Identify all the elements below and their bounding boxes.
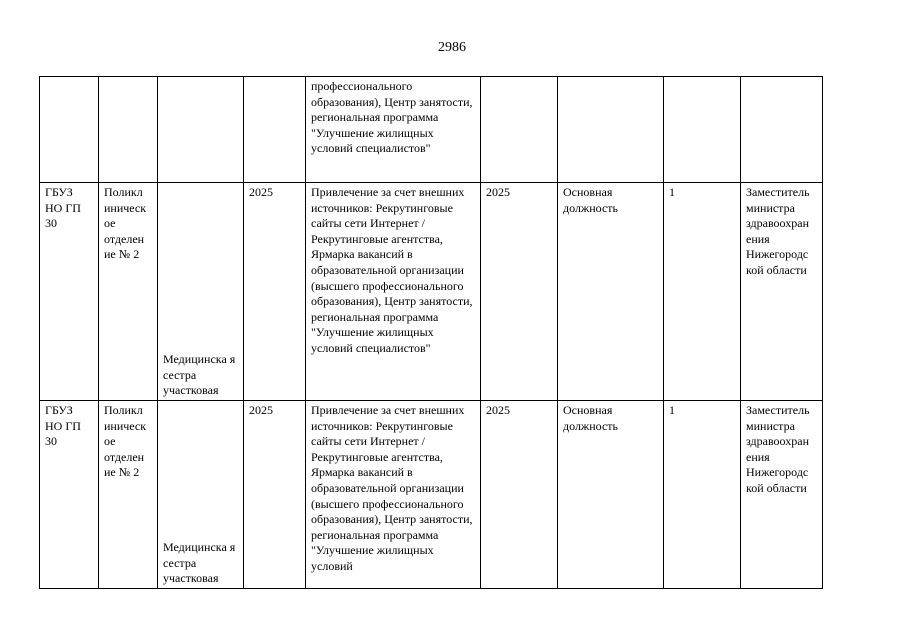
responsible-cell: Заместитель министра здравоохран ения Нижегородс кой области — [741, 401, 823, 589]
org-cell: ГБУЗ НО ГП 30 — [40, 401, 99, 589]
position-cell: Медицинска я сестра участковая — [158, 401, 244, 589]
count-cell: 1 — [664, 401, 741, 589]
position-cell: Медицинска я сестра участковая — [158, 183, 244, 401]
division-cell — [99, 77, 158, 183]
measures-cell: профессионального образования), Центр занятости, региональная программа "Улучшение жилищных условий специалистов" — [306, 77, 481, 183]
page-number: 2986 — [438, 40, 466, 55]
division-cell: Поликл иническ ое отделен ие № 2 — [99, 401, 158, 589]
table-row — [40, 77, 823, 183]
year-cell — [244, 77, 306, 183]
measures-cell: Привлечение за счет внешних источников: Рекрутинговые сайты сети Интернет / Рекрутинговые агентства, Ярмарка вакансий в образовательной организации (высшего профессионального образования), Центр занятости, региональная программа "Улучшение жилищных условий — [306, 401, 481, 589]
org-cell — [40, 77, 99, 183]
org-cell: ГБУЗ НО ГП 30 — [40, 183, 99, 401]
division-cell: Поликл иническ ое отделен ие № 2 — [99, 183, 158, 401]
year-cell: 2025 — [244, 401, 306, 589]
responsible-cell: Заместитель министра здравоохран ения Нижегородс кой области — [741, 183, 823, 401]
table-row — [40, 183, 823, 401]
staffing-table — [39, 76, 823, 589]
count-cell — [664, 77, 741, 183]
post-type-cell: Основная должность — [558, 401, 664, 589]
position-cell — [158, 77, 244, 183]
responsible-cell — [741, 77, 823, 183]
post-type-cell: Основная должность — [558, 183, 664, 401]
measures-cell: Привлечение за счет внешних источников: Рекрутинговые сайты сети Интернет / Рекрутинговые агентства, Ярмарка вакансий в образовательной организации (высшего профессионального образования), Центр занятости, региональная программа "Улучшение жилищных условий специалистов" — [306, 183, 481, 401]
year-cell: 2025 — [244, 183, 306, 401]
plan-year-cell — [481, 77, 558, 183]
plan-year-cell: 2025 — [481, 183, 558, 401]
plan-year-cell: 2025 — [481, 401, 558, 589]
count-cell: 1 — [664, 183, 741, 401]
post-type-cell — [558, 77, 664, 183]
table-row — [40, 401, 823, 589]
